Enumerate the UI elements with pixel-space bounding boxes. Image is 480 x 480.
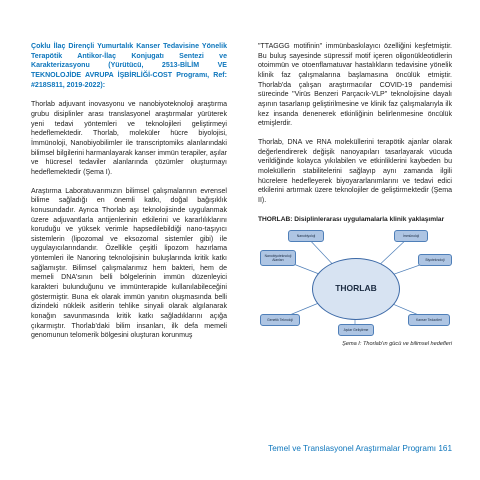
page-footer: Temel ve Translasyonel Araştırmalar Programı 161 [268, 444, 452, 453]
node-biyoteknoloji: Biyoteknoloji [418, 254, 452, 266]
node-nanobiyoloji: Nanobiyoloji [288, 230, 324, 242]
node-nanobiyoteknoloji: Nanobiyoteknoloji Alanları [260, 250, 296, 266]
node-immunoloji: İmmünoloji [394, 230, 428, 242]
right-column [258, 42, 452, 348]
paragraph-research-lab: Araştırma Laboratuvarımızın bilimsel çalışmalarının evrensel bilime sağladığı en önemli katkı, doğal bağışıklık konusundadır. Ayrıca Thorlab aşı teknolojisinde uygulanmak üzere adjuvantlarla antijenlerinin etkilerini ve kararlılıklarını koruduğu ve yüksek verimle hapsedilebildiği nano-taşıyıcı sistemlerin (lipozomal ve eksozomal sistemler gibi) ile uygulayıcılarındandır. Özellikle çeşitli lipozom hazırlama yöntemleri ile Nanoring teknolojisinin buluşlarında kritik katkı sağlamıştır. Bilimsel çalışmalarımız hem bakteri, hem de memeli DNA'sının belli bölgelerinin immün düzenleyici karakteri bulunduğunu ve immünterapide kullanılabileceğini göstermiştir. Buna ek olarak immün yanıtın oluşmasında belli dizindeki nükleik asitlerin tehlike sinyali olarak algılanarak konağın savunmasında kritik katkı sağladıklarını açığa çıkarmıştır. Thorlab'daki bilim insanları, ilk defa memeli genomunun telomerik bölgesini oluşturan korunmuş [31, 187, 227, 340]
paragraph-thorlab-intro: Thorlab adjuvant inovasyonu ve nanobiyoteknoloji araştırma grubu disiplinler arası translasyonel araştırmalar yürüterek yeni tedavi yöntemleri ve teknolojileri geliştirmeyi hedeflemektedir. Thorlab, moleküler hücre biyolojisi, İmmünoloji, Nanobiyobilimler ile transcriptomiks alanlarındaki bilimsel bilgilerini harmanlayarak kanser immün terapiler, aşılar ve hücresel tedaviler alanlarında çözümler oluşturmayı hedeflemektedir (Şema I). [31, 101, 227, 176]
node-genetik-teknoloji: Genetik Teknoloji [260, 314, 300, 326]
section-title: Çoklu İlaç Dirençli Yumurtalık Kanser Tedavisine Yönelik Terapötik Antikor-İlaç Konjugatı Sentezi ve Karakterizasyonu (Yürütücü, 2513-BİLİM VE TEKNOLOJİDE AVRUPA İŞBİRLİĞİ-COST Programı, Ref: #218S811, 2019-2022): [31, 43, 227, 89]
thorlab-center-node: THORLAB [312, 258, 400, 320]
node-asilar: Aşılar Geliştirme [338, 324, 374, 336]
paragraph-ttaggg: "TTAGGG motifinin" immünbaskılayıcı özelliğini keşfetmiştir. Bu buluş sayesinde süpressif motif içeren oligonükleotidlerin otoimmün ve otoenflamatuvar hastalıkların tedavisine yönelik klinik faz çalışmalarına başlamasına öncülük etmiştir. Thorlab'da çalışan araştırmacılar COVID-19 pandemisi sürecinde "Virüs Benzeri Parçacık-VLP" teknolojisine dayalı aşının tasarlanıp geliştirilmesine ve klinik faz çalışmalarıyla ilk kez insanda denenerek etkinliğinin belirlenmesine öncülük etmişlerdir. [258, 43, 452, 128]
figure-caption: Şema I: Thorlab'ın gücü ve bilimsel hedefleri [342, 341, 452, 348]
figure-title: THORLAB: Disiplinlerarası uygulamalarla klinik yaklaşımlar [258, 215, 445, 223]
figure-scheme-1 [258, 228, 452, 348]
node-kanser-tedavileri: Kanser Tedavileri [408, 314, 450, 326]
left-column [31, 42, 227, 350]
paragraph-dna-rna: Thorlab, DNA ve RNA moleküllerini terapötik ajanlar olarak değerlendirerek değişik nanoyapıları tasarlayarak vücuda verildiğinde kolayca yıkılabilen ve etkinliklerini kaybeden bu moleküllerin stabilitelerini sağlayıp aynı zamanda ilgili hücrelere hedefleyerek biyoyararlanımlarını ve tedavi edici etkilerini artırmak üzere teknolojiler de geliştirmektedir (Şema II). [258, 138, 452, 204]
